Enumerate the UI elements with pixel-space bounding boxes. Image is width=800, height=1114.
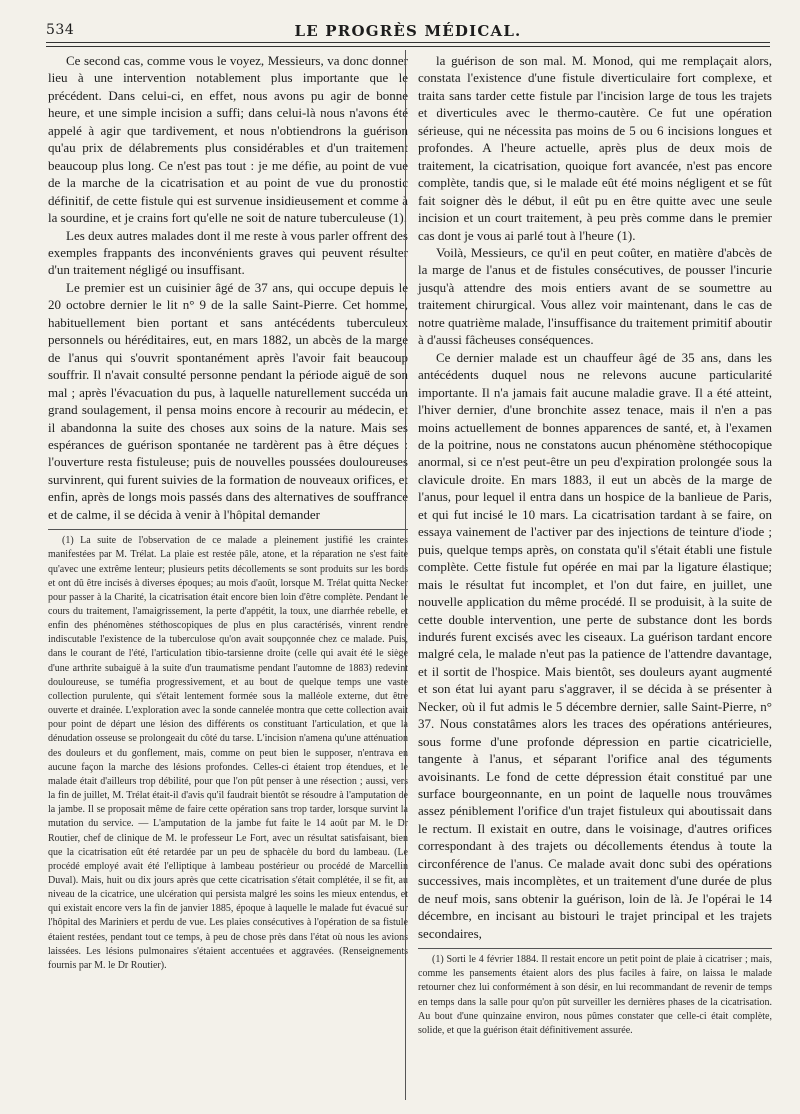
journal-title: LE PROGRÈS MÉDICAL. [294,22,522,40]
right-footnote [418,953,772,1038]
left-paragraph-2: Les deux autres malades dont il me reste à vous parler offrent des exemples frappants des inconvénients graves qui peuvent résulter d'un traitement négligé ou insuffisant. [48,227,408,278]
right-footnote-rule [418,948,772,949]
right-paragraph-3: Ce dernier malade est un chauffeur âgé de 35 ans, dans les antécédents duquel nous ne relevons aucune particularité importante. Il n'a jamais fait aucune maladie grave. Il a été atteint, l'hiver dernier, d'une bronchite assez tenace, mais il n'en a pas moins actuellement de bonnes apparences de santé, et, à l'examen de la poitrine, nous ne constatons aucun phénomène stéthocopique anormal, si ce n'est peut-être un peu d'expiration prolongée sous la clavicule droite. En mars 1883, il eut un abcès de la marge de l'anus, pour lequel il entra dans un hospice de la banlieue de Paris, et qui fut incisé le 10 mars. La cicatrisation tardant à se faire, on essaya vainement de l'activer par des injections de teinture d'iode ; puis, quelque temps après, on constata qu'il s'était établi une fistule complète. Cette fistule fut opérée en mai par la ligature élastique; mais le résultat fut incomplet, et l'on dut faire, en juillet, une nouvelle application du même procédé. Il se produisit, à la suite de cette double intervention, une perte de substance dont les bords indurés furent excisés avec les ciseaux. La guérison tardant encore malgré cela, le malade n'eut pas la patience de l'attendre davantage, et il sortit de l'hospice. Mais bientôt, ses douleurs ayant augmenté et son état lui ayant paru s'aggraver, il se décida à se présenter à Necker, où il fut admis le 5 décembre dernier, salle Saint-Pierre, n° 37. Nous constatâmes alors les traces des opérations antérieures, sous forme d'une profonde dépression en partie cicatricielle, tangente à l'anus, et séparant l'orifice anal des téguments avoisinants. Le fond de cette dépression était constitué par une surface bourgeonnante, en un point de laquelle nous trouvâmes assez péniblement l'orifice d'un trajet fistuleux qui aboutissait dans le rectum. Il existait en outre, dans le voisinage, d'autres orifices correspondant à des trajets ou décollements étendus à toute la circonférence de l'anus. Ce malade avait donc subi des opérations successives, mais incomplètes, et un traitement d'une durée de plus de neuf mois, sans obtenir la guérison, loin de là. Je l'opérai le 14 décembre, en incisant au bistouri le trajet principal et les trajets secondaires, [418,349,772,941]
right-paragraph-2: Voilà, Messieurs, ce qu'il en peut coûter, en matière d'abcès de la marge de l'anus et de fistules consécutives, de pousser l'incurie jusqu'à attendre des mois entiers avant de se soumettre au traitement chirurgical. Vous allez voir maintenant, dans le cas de notre quatrième malade, l'insuffisance du traitement primitif aboutir à d'aussi fâcheuses conséquences. [418,244,772,348]
left-footnote-rule [48,529,408,530]
right-paragraph-1: la guérison de son mal. M. Monod, qui me remplaçait alors, constata l'existence d'une fistule diverticulaire fort complexe, et traita sans tarder cette fistule par l'incision large de tous les trajets et diverticules avec le thermo-cautère. Ce fut une opération sérieuse, qui ne nécessita pas moins de 5 ou 6 incisions longues et profondes. A l'heure actuelle, après plus de deux mois de traitement, la cicatrisation, quoique fort avancée, n'est pas encore complète, tandis que, si le malade eût été moins négligent et se fût fait soigner dès le début, il eût pu en être quitte avec une seule incision et un court traitement, à peu près comme dans le premier cas dont je vous ai parlé tout à l'heure (1). [418,53,772,243]
left-paragraph-1: Ce second cas, comme vous le voyez, Messieurs, va donc donner lieu à une intervention notablement plus importante que le précédent. Dans celui-ci, en effet, nous avons pu agir de bonne heure, et une simple incision a suffi; dans celui-là nous n'avons été appelé à agir que tardivement, et nous n'obtiendrons la guérison qu'au prix de délabrements plus considérables et d'un traitement beaucoup plus long. Ce n'est pas tout : je me défie, au point de vue de la marche de la cicatrisation et au point de vue du pronostic définitif, de cette fistule qui est survenue insidieusement et comme à la sourdine, et je crains fort qu'elle ne soit de nature tuberculeuse (1). [48,53,408,226]
left-footnote [48,534,408,973]
left-column [48,52,408,973]
right-column [418,52,772,1038]
header-rule-thin [46,46,770,47]
page-header [46,20,770,42]
left-paragraph-3: Le premier est un cuisinier âgé de 37 ans, qui occupe depuis le 20 octobre dernier le lit n° 9 de la salle Saint-Pierre. Cet homme, habituellement bien portant et sans antécédents tuberculeux personnels ou héréditaires, eut, en mars 1882, un abcès de la marge de l'anus qui s'ouvrit spontanément après l'avoir fait beaucoup souffrir. Il n'avait consulté personne pendant la période aiguë de son mal ; après l'évacuation du pus, à laquelle naturellement succéda un grand soulagement, il pensa moins encore à recourir au médecin, et il abandonna la suite des choses aux soins de la nature. Mais ses espérances de guérison spontanée ne tardèrent pas à être déçues : l'ouverture resta fistuleuse; puis de nouvelles poussées douloureuses survinrent, qui furent suivies de la formation de nouveaux orifices, et enfin, après de longs mois passés dans des alternatives de souffrance et de calme, il se décida à venir à l'hôpital demander [48,279,408,522]
right-footnote-text: (1) Sorti le 4 février 1884. Il restait encore un petit point de plaie à cicatriser ; mais, comme les pansements étaient alors des plus faciles à faire, on laissa le malade retourner chez lui conformément à son désir, en lui recommandant de revenir de temps en temps dans la salle pour qu'on pût surveiller les dernières phases de la cicatrisation. Au bout d'une quinzaine environ, nous pûmes constater que celle-ci était complète, solide, et que la guérison était définitivement assurée. [418,954,772,1036]
left-footnote-text: (1) La suite de l'observation de ce malade a pleinement justifié les craintes manifestées par M. Trélat. La plaie est restée pâle, atone, et la réparation ne s'est faite qu'avec une extrême lenteur; plusieurs petits décollements se sont produits sur les bords et ont dû être incisés à diverses époques; au mois d'août, lorsque M. Trélat quitta Necker pour passer à la Charité, la cicatrisation était encore bien loin d'être complète. Pendant le cours du traitement, l'amaigrissement, la perte d'appétit, la toux, une diarrhée rebelle, et enfin des phénomènes stéthoscopiques de plus en plus caractérisés, vinrent rendre indiscutable l'existence de la tuberculose qu'on avait soupçonnée chez ce malade. Puis, dans le courant de l'été, l'articulation tibio-tarsienne droite (celle qui avait été le siège d'une arthrite subaiguë à la suite d'un traumatisme pendant l'automne de 1883) redevint douloureuse, se tuméfia progressivement, et au bout de quelque temps une vaste collection purulente, qui s'était lentement formée sous la malléole externe, dut être ouverte et drainée. L'exploration avec la sonde cannelée montra que cette collection avait pour point de départ une lésion des différents os constituant l'articulation, et que la dénudation osseuse se prolongeait du côté du tarse. L'incision n'amena qu'une atténuation des douleurs et du gonflement, mais, comme on peut bien le supposer, n'entrava en aucune façon la marche des lésions profondes. Celles-ci étaient trop étendues, et le malade était d'ailleurs trop débilité, pour que l'on pût penser à une résection ; aussi, vers la fin de juillet, M. Trélat était-il d'avis qu'il faudrait bientôt se résoudre à l'amputation de la jambe. Il se proposait même de faire cette opération sans trop tarder, lorsque survint la mutation du service. — L'amputation de la jambe fut faite le 14 août par M. le Dr Routier, chef de clinique de M. le professeur Le Fort, avec un résultat satisfaisant, bien que la cicatrisation eût été retardée par un peu de sphacèle du bord du lambeau. (Le procédé employé avait été l'elliptique à lambeau postérieur ou procédé de Marcellin Duval). Mais, huit ou dix jours après que cette cicatrisation s'était complétée, il se fit, au niveau de la cicatrice, une ulcération qui persista malgré les soins les mieux entendus, et qui existait encore vers la fin de janvier 1885, époque à laquelle le malade fut évacué sur l'hôpital des Mariniers et perdu de vue. Les plaies consécutives à l'opération de sa fistule étaient restées, pendant tout ce temps, à peu de chose près dans l'état où nous les avions laissées. Les lésions pulmonaires s'étaient accentuées et aggravées. (Renseignements fournis par M. le Dr Routier). [48,535,408,971]
header-rule-thick [46,42,770,43]
column-divider [405,50,406,1100]
page-number: 534 [46,22,75,38]
